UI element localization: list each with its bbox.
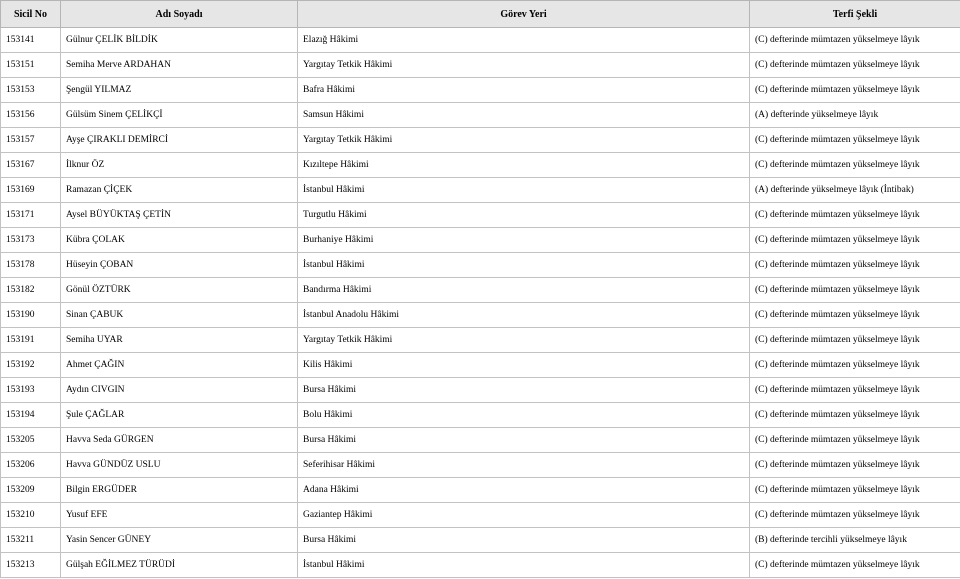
cell-duty-station: Bursa Hâkimi — [298, 528, 750, 553]
cell-registry-no: 153156 — [1, 103, 61, 128]
cell-promotion-type: (C) defterinde mümtazen yükselmeye lâyık — [750, 203, 960, 228]
cell-promotion-type: (C) defterinde mümtazen yükselmeye lâyık — [750, 78, 960, 103]
cell-registry-no: 153151 — [1, 53, 61, 78]
cell-full-name: Havva Seda GÜRGEN — [61, 428, 298, 453]
cell-full-name: Gönül ÖZTÜRK — [61, 278, 298, 303]
table-row — [1, 553, 960, 578]
cell-promotion-type: (C) defterinde mümtazen yükselmeye lâyık — [750, 353, 960, 378]
cell-full-name: Havva GÜNDÜZ USLU — [61, 453, 298, 478]
cell-duty-station: Bolu Hâkimi — [298, 403, 750, 428]
cell-registry-no: 153141 — [1, 28, 61, 53]
cell-registry-no: 153206 — [1, 453, 61, 478]
cell-registry-no: 153157 — [1, 128, 61, 153]
cell-full-name: Ahmet ÇAĞIN — [61, 353, 298, 378]
cell-full-name: Şule ÇAĞLAR — [61, 403, 298, 428]
table-row — [1, 253, 960, 278]
cell-full-name: Ayşe ÇIRAKLI DEMİRCİ — [61, 128, 298, 153]
cell-full-name: Gülsüm Sinem ÇELİKÇİ — [61, 103, 298, 128]
cell-registry-no: 153193 — [1, 378, 61, 403]
cell-full-name: Semiha UYAR — [61, 328, 298, 353]
table-row — [1, 453, 960, 478]
cell-promotion-type: (B) defterinde tercihli yükselmeye lâyık — [750, 528, 960, 553]
header-full-name: Adı Soyadı — [61, 1, 298, 28]
cell-full-name: Gülnur ÇELİK BİLDİK — [61, 28, 298, 53]
table-row — [1, 378, 960, 403]
cell-duty-station: Bandırma Hâkimi — [298, 278, 750, 303]
header-duty-station: Görev Yeri — [298, 1, 750, 28]
cell-full-name: Bilgin ERGÜDER — [61, 478, 298, 503]
table-row — [1, 228, 960, 253]
cell-duty-station: Yargıtay Tetkik Hâkimi — [298, 328, 750, 353]
cell-registry-no: 153178 — [1, 253, 61, 278]
table-row — [1, 528, 960, 553]
cell-full-name: Aydın CIVGIN — [61, 378, 298, 403]
cell-registry-no: 153171 — [1, 203, 61, 228]
cell-duty-station: İstanbul Hâkimi — [298, 553, 750, 578]
cell-full-name: İlknur ÖZ — [61, 153, 298, 178]
cell-duty-station: Yargıtay Tetkik Hâkimi — [298, 53, 750, 78]
cell-duty-station: Adana Hâkimi — [298, 478, 750, 503]
header-row — [1, 1, 960, 28]
cell-duty-station: Gaziantep Hâkimi — [298, 503, 750, 528]
cell-full-name: Sinan ÇABUK — [61, 303, 298, 328]
table-body — [1, 28, 960, 578]
cell-promotion-type: (C) defterinde mümtazen yükselmeye lâyık — [750, 378, 960, 403]
cell-full-name: Kübra ÇOLAK — [61, 228, 298, 253]
cell-duty-station: İstanbul Hâkimi — [298, 178, 750, 203]
table-row — [1, 428, 960, 453]
cell-promotion-type: (A) defterinde yükselmeye lâyık (İntibak) — [750, 178, 960, 203]
cell-promotion-type: (C) defterinde mümtazen yükselmeye lâyık — [750, 453, 960, 478]
cell-promotion-type: (C) defterinde mümtazen yükselmeye lâyık — [750, 553, 960, 578]
cell-duty-station: Elazığ Hâkimi — [298, 28, 750, 53]
cell-registry-no: 153209 — [1, 478, 61, 503]
cell-promotion-type: (C) defterinde mümtazen yükselmeye lâyık — [750, 153, 960, 178]
cell-promotion-type: (C) defterinde mümtazen yükselmeye lâyık — [750, 428, 960, 453]
cell-promotion-type: (C) defterinde mümtazen yükselmeye lâyık — [750, 28, 960, 53]
cell-registry-no: 153192 — [1, 353, 61, 378]
header-promotion-type: Terfi Şekli — [750, 1, 960, 28]
cell-duty-station: Bursa Hâkimi — [298, 428, 750, 453]
cell-duty-station: İstanbul Hâkimi — [298, 253, 750, 278]
cell-registry-no: 153191 — [1, 328, 61, 353]
cell-duty-station: Kilis Hâkimi — [298, 353, 750, 378]
cell-full-name: Semiha Merve ARDAHAN — [61, 53, 298, 78]
cell-promotion-type: (C) defterinde mümtazen yükselmeye lâyık — [750, 403, 960, 428]
cell-registry-no: 153210 — [1, 503, 61, 528]
cell-full-name: Ramazan ÇİÇEK — [61, 178, 298, 203]
table-row — [1, 103, 960, 128]
cell-registry-no: 153167 — [1, 153, 61, 178]
table-row — [1, 503, 960, 528]
table-row — [1, 403, 960, 428]
cell-duty-station: Seferihisar Hâkimi — [298, 453, 750, 478]
table-row — [1, 328, 960, 353]
table-row — [1, 178, 960, 203]
cell-full-name: Şengül YILMAZ — [61, 78, 298, 103]
cell-promotion-type: (A) defterinde yükselmeye lâyık — [750, 103, 960, 128]
table-row — [1, 78, 960, 103]
cell-duty-station: İstanbul Anadolu Hâkimi — [298, 303, 750, 328]
table-row — [1, 478, 960, 503]
table-row — [1, 153, 960, 178]
cell-full-name: Hüseyin ÇOBAN — [61, 253, 298, 278]
table-row — [1, 278, 960, 303]
cell-duty-station: Samsun Hâkimi — [298, 103, 750, 128]
cell-registry-no: 153169 — [1, 178, 61, 203]
cell-promotion-type: (C) defterinde mümtazen yükselmeye lâyık — [750, 253, 960, 278]
cell-registry-no: 153153 — [1, 78, 61, 103]
cell-registry-no: 153190 — [1, 303, 61, 328]
cell-duty-station: Yargıtay Tetkik Hâkimi — [298, 128, 750, 153]
table-row — [1, 28, 960, 53]
cell-registry-no: 153211 — [1, 528, 61, 553]
cell-promotion-type: (C) defterinde mümtazen yükselmeye lâyık — [750, 478, 960, 503]
cell-promotion-type: (C) defterinde mümtazen yükselmeye lâyık — [750, 303, 960, 328]
cell-registry-no: 153213 — [1, 553, 61, 578]
cell-full-name: Yasin Sencer GÜNEY — [61, 528, 298, 553]
cell-registry-no: 153205 — [1, 428, 61, 453]
table-row — [1, 353, 960, 378]
cell-promotion-type: (C) defterinde mümtazen yükselmeye lâyık — [750, 328, 960, 353]
cell-registry-no: 153182 — [1, 278, 61, 303]
cell-duty-station: Burhaniye Hâkimi — [298, 228, 750, 253]
header-registry-no: Sicil No — [1, 1, 61, 28]
table-row — [1, 53, 960, 78]
cell-full-name: Yusuf EFE — [61, 503, 298, 528]
cell-promotion-type: (C) defterinde mümtazen yükselmeye lâyık — [750, 228, 960, 253]
table-header — [1, 1, 960, 28]
cell-registry-no: 153173 — [1, 228, 61, 253]
cell-full-name: Gülşah EĞİLMEZ TÜRÜDİ — [61, 553, 298, 578]
cell-promotion-type: (C) defterinde mümtazen yükselmeye lâyık — [750, 503, 960, 528]
cell-promotion-type: (C) defterinde mümtazen yükselmeye lâyık — [750, 128, 960, 153]
cell-promotion-type: (C) defterinde mümtazen yükselmeye lâyık — [750, 53, 960, 78]
cell-registry-no: 153194 — [1, 403, 61, 428]
cell-duty-station: Bafra Hâkimi — [298, 78, 750, 103]
table-row — [1, 128, 960, 153]
table-row — [1, 303, 960, 328]
cell-promotion-type: (C) defterinde mümtazen yükselmeye lâyık — [750, 278, 960, 303]
cell-duty-station: Turgutlu Hâkimi — [298, 203, 750, 228]
cell-duty-station: Kızıltepe Hâkimi — [298, 153, 750, 178]
cell-full-name: Aysel BÜYÜKTAŞ ÇETİN — [61, 203, 298, 228]
cell-duty-station: Bursa Hâkimi — [298, 378, 750, 403]
table-row — [1, 203, 960, 228]
